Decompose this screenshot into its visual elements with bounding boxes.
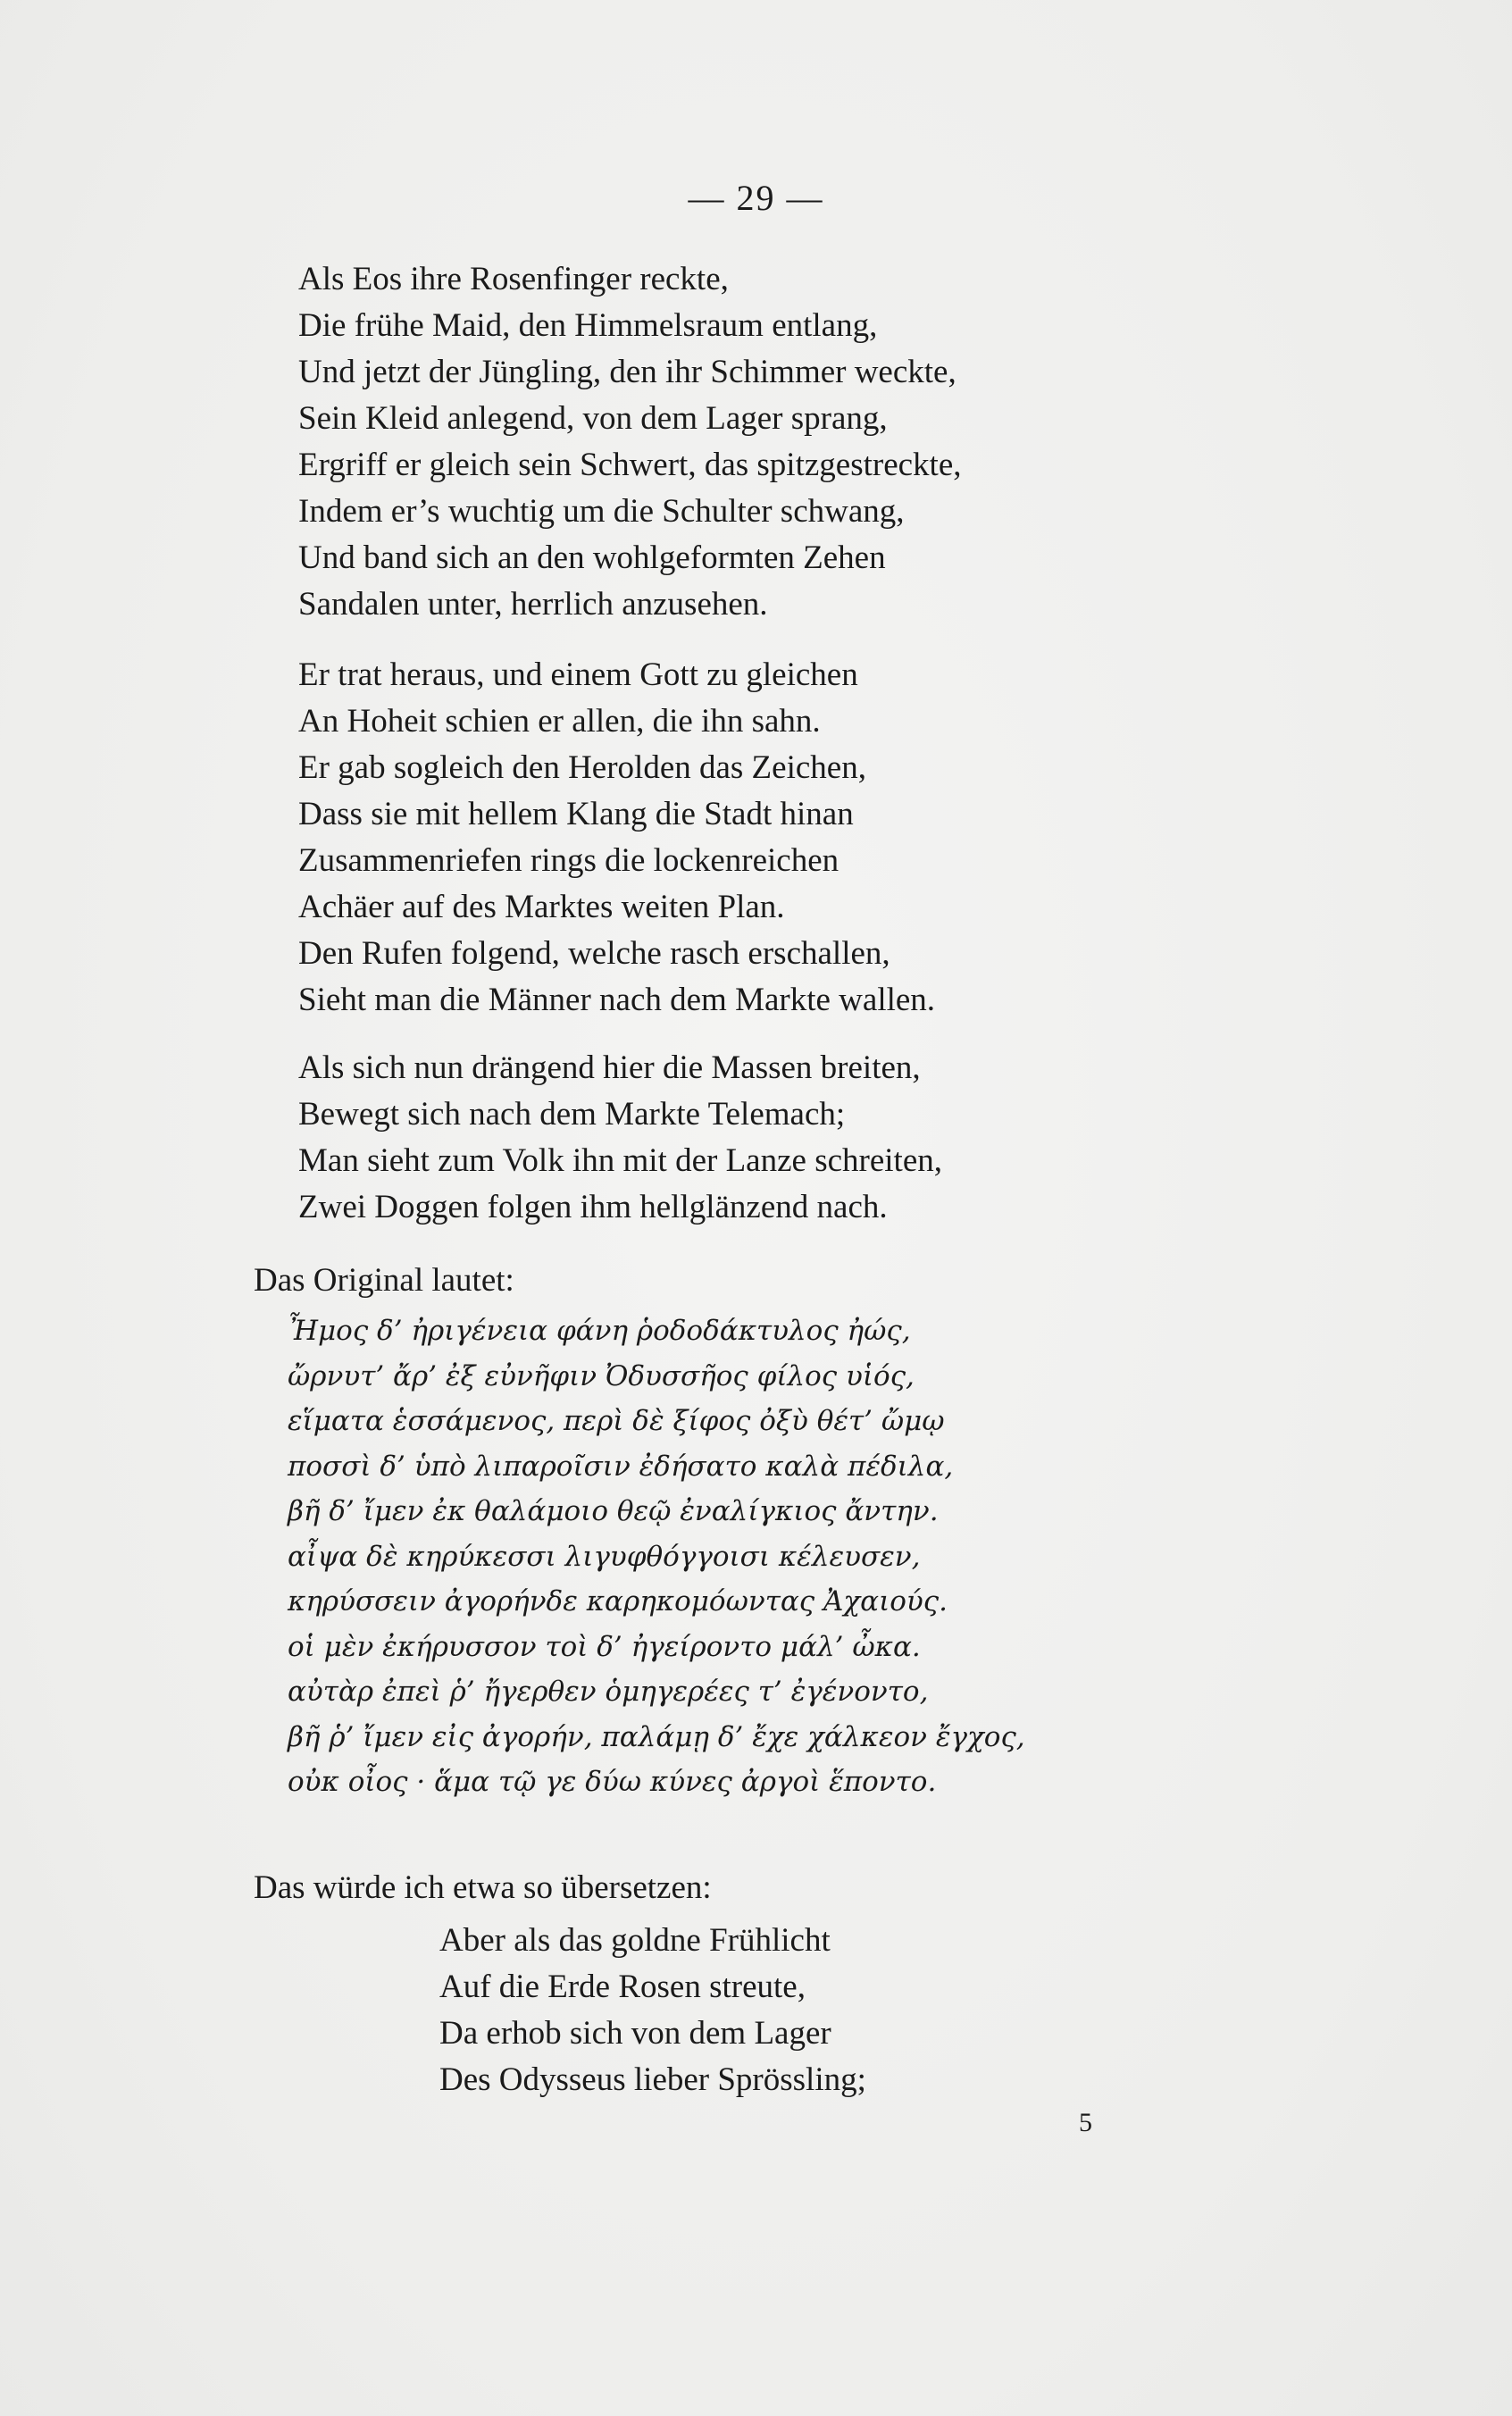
greek-line: αὐτὰρ ἐπεὶ ῥ’ ἤγερθεν ὁμηγερέες τ’ ἐγένοντο, bbox=[288, 1676, 929, 1708]
verse-line: Und band sich an den wohlgeformten Zehen bbox=[298, 539, 886, 576]
verse-line: Er trat heraus, und einem Gott zu gleichen bbox=[298, 656, 858, 693]
greek-line: εἵματα ἑσσάμενος, περὶ δὲ ξίφος ὀξὺ θέτ’ ὤμῳ bbox=[288, 1405, 945, 1437]
printer-signature-mark: 5 bbox=[1079, 2108, 1092, 2137]
greek-line: οὐκ οἶος · ἅμα τῷ γε δύω κύνες ἀργοὶ ἕποντο. bbox=[288, 1766, 937, 1798]
verse-line: Auf die Erde Rosen streute, bbox=[439, 1969, 806, 2005]
verse-line: Die frühe Maid, den Himmelsraum entlang, bbox=[298, 307, 878, 344]
verse-line: Sieht man die Männer nach dem Markte wallen. bbox=[298, 982, 936, 1018]
verse-line: Aber als das goldne Frühlicht bbox=[439, 1922, 831, 1959]
greek-line: οἱ μὲν ἐκήρυσσον τοὶ δ’ ἠγείροντο μάλ’ ὦκα. bbox=[288, 1630, 921, 1663]
verse-line: Indem er’s wuchtig um die Schulter schwang, bbox=[298, 493, 905, 530]
translation-intro: Das würde ich etwa so übersetzen: bbox=[254, 1869, 712, 1906]
poem-stanza-1 bbox=[298, 256, 962, 628]
greek-line: Ἦμος δ’ ἠριγένεια φάνη ῥοδοδάκτυλος ἠώς, bbox=[288, 1315, 911, 1347]
verse-line: Sein Kleid anlegend, von dem Lager sprang, bbox=[298, 400, 888, 437]
poem-stanza-2 bbox=[298, 652, 935, 1024]
verse-line: Er gab sogleich den Herolden das Zeichen, bbox=[298, 749, 866, 786]
verse-line: Ergriff er gleich sein Schwert, das spitzgestreckte, bbox=[298, 447, 962, 483]
verse-line: Sandalen unter, herrlich anzusehen. bbox=[298, 586, 768, 623]
verse-line: Zwei Doggen folgen ihm hellglänzend nach. bbox=[298, 1189, 888, 1225]
poem-stanza-3 bbox=[298, 1045, 942, 1231]
greek-line: βῆ ῥ’ ἴμεν εἰς ἀγορήν, παλάμῃ δ’ ἔχε χάλκεον ἔγχος, bbox=[288, 1720, 1025, 1753]
verse-line: Dass sie mit hellem Klang die Stadt hinan bbox=[298, 796, 854, 832]
verse-line: Zusammenriefen rings die lockenreichen bbox=[298, 842, 840, 879]
greek-line: κηρύσσειν ἀγορήνδε καρηκομόωντας Ἀχαιούς. bbox=[288, 1585, 948, 1618]
verse-line: Bewegt sich nach dem Markte Telemach; bbox=[298, 1096, 846, 1133]
original-intro: Das Original lautet: bbox=[254, 1262, 514, 1299]
translation-stanza bbox=[439, 1918, 866, 2103]
verse-line: Achäer auf des Marktes weiten Plan. bbox=[298, 889, 785, 925]
greek-line: ποσσὶ δ’ ὑπὸ λιπαροῖσιν ἐδήσατο καλὰ πέδιλα, bbox=[288, 1450, 954, 1483]
verse-line: Den Rufen folgend, welche rasch erschallen, bbox=[298, 935, 890, 972]
verse-line: Da erhob sich von dem Lager bbox=[439, 2015, 831, 2052]
verse-line: An Hoheit schien er allen, die ihn sahn. bbox=[298, 703, 821, 740]
greek-line: βῆ δ’ ἴμεν ἐκ θαλάμοιο θεῷ ἐναλίγκιος ἄντην. bbox=[288, 1495, 939, 1527]
greek-line: αἶψα δὲ κηρύκεσσι λιγυφθόγγοισι κέλευσεν, bbox=[288, 1540, 921, 1573]
verse-line: Als Eos ihre Rosenfinger reckte, bbox=[298, 261, 729, 297]
page-number: — 29 — bbox=[688, 178, 824, 218]
greek-line: ὤρνυτ’ ἄρ’ ἐξ εὐνῆφιν Ὀδυσσῆος φίλος υἱός, bbox=[288, 1359, 915, 1392]
verse-line: Und jetzt der Jüngling, den ihr Schimmer weckte, bbox=[298, 354, 956, 390]
greek-original bbox=[288, 1308, 1025, 1805]
verse-line: Man sieht zum Volk ihn mit der Lanze schreiten, bbox=[298, 1142, 942, 1179]
verse-line: Als sich nun drängend hier die Massen breiten, bbox=[298, 1049, 921, 1086]
verse-line: Des Odysseus lieber Sprössling; bbox=[439, 2061, 866, 2098]
